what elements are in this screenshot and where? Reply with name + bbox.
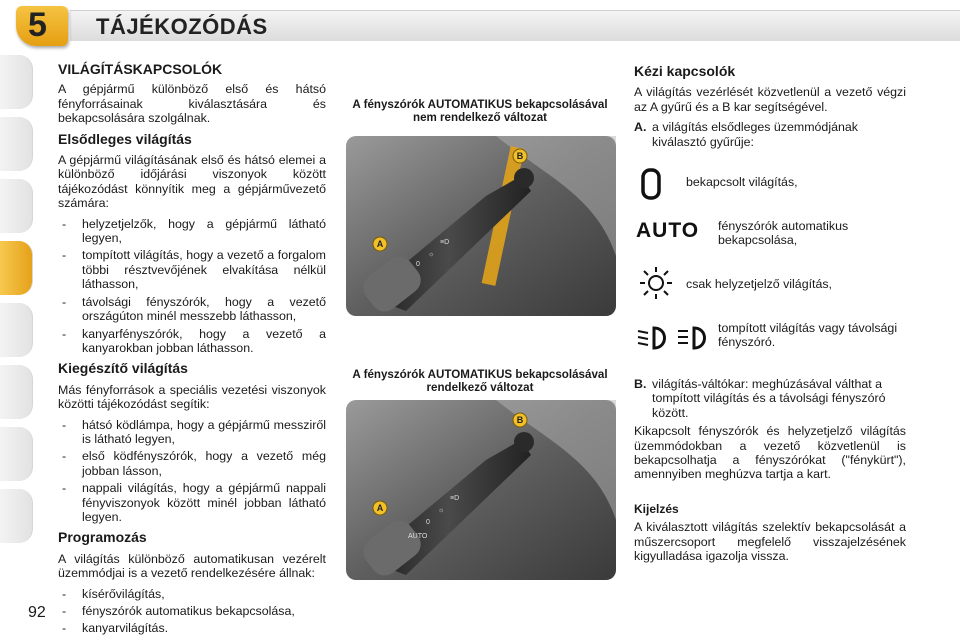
mode-row-beam (634, 321, 906, 373)
item-a-text: a világítás elsődleges üzemmódjának kiválasztó gyűrűje: (652, 120, 858, 149)
primary-lighting-text: A gépjármű világításának első és hátsó elemei a különböző időjárási viszonyok között tájékozódást könnyítik meg a gépjárművezető számára: (58, 153, 326, 211)
light-switch-illustration-1 (346, 136, 616, 316)
chapter-tab[interactable] (0, 55, 33, 109)
secondary-lighting-text: Más fényforrások a speciális vezetési viszonyok közötti tájékozódást segítik: (58, 382, 326, 412)
chapter-number: 5 (28, 6, 47, 44)
chapter-tab[interactable] (0, 365, 33, 419)
list-item: - első ködfényszórók, hogy a vezető még jobban lásson, (58, 449, 326, 478)
intro-text: A gépjármű különböző első és hátsó fényforrásainak kiválasztására és bekapcsolására szolgálnak. (58, 82, 326, 126)
list-item: - fényszórók automatikus bekapcsolása, (58, 604, 326, 618)
svg-text:0: 0 (426, 519, 430, 526)
list-item: - kanyarvilágítás. (58, 621, 326, 635)
svg-text:≡D: ≡D (440, 239, 450, 246)
chapter-tab[interactable] (0, 303, 33, 357)
chapter-tab[interactable] (0, 489, 33, 543)
item-b-text: világítás-váltókar: meghúzásával válthat a tompított világítás és a távolsági fényszóró között. (652, 377, 886, 420)
callout-a-2: A (376, 503, 384, 513)
primary-lighting-title: Elsődleges világítás (58, 130, 192, 147)
chapter-title: TÁJÉKOZÓDÁS (96, 14, 268, 39)
parking-light-icon (636, 265, 676, 301)
section-title: VILÁGÍTÁSKAPCSOLÓK (58, 61, 223, 77)
mode-beam-text: tompított világítás vagy távolsági fényszóró. (718, 321, 898, 350)
mode-off-text: bekapcsolt világítás, (686, 175, 798, 190)
page-number: 92 (28, 604, 46, 621)
list-item: - kanyarfényszórók, hogy a vezető a kanyarokban jobban láthasson. (58, 327, 326, 356)
flash-text: Kikapcsolt fényszórók és helyzetjelző világítás üzemmódokban a vezető közvetlenül is bekapcsolhatja a fényszórókat ("fénykürt"), amennyiben meghúzva tartja a kart. (634, 424, 906, 482)
chapter-tab[interactable] (0, 117, 33, 171)
callout-a-1: A (376, 239, 384, 249)
manual-controls-title: Kézi kapcsolók (634, 63, 736, 79)
svg-text:☼: ☼ (428, 251, 435, 258)
page-header (0, 0, 960, 48)
right-column (634, 60, 906, 570)
signal-text: A kiválasztott világítás szelektív bekapcsolását a műszercsoport megfelelő visszajelzésének kigyulladása igazolja vissza. (634, 520, 906, 564)
mode-row-parking (634, 265, 906, 321)
mode-row-auto (634, 219, 906, 265)
list-item: - hátsó ködlámpa, hogy a gépjármű messziről is látható legyen, (58, 418, 326, 447)
list-item: - kísérővilágítás, (58, 587, 326, 601)
svg-text:≡D: ≡D (450, 495, 460, 502)
programming-list (58, 587, 326, 636)
signal-title: Kijelzés (634, 501, 679, 516)
figure-caption-2: A fényszórók AUTOMATIKUS bekapcsolásával rendelkező változat (352, 368, 608, 394)
svg-text:☼: ☼ (438, 507, 445, 514)
manual-controls-intro: A világítás vezérlését közvetlenül a vezető végzi az A gyűrű és a B kar segítségével. (634, 85, 906, 114)
chapter-tab-active[interactable] (0, 241, 33, 295)
item-a-label: A. (634, 120, 647, 135)
figure-caption-1: A fényszórók AUTOMATIKUS bekapcsolásával nem rendelkező változat (352, 98, 608, 124)
light-switch-figure-2 (346, 400, 616, 580)
primary-lighting-list (58, 217, 326, 356)
figures-column (342, 98, 618, 580)
zero-position-icon (636, 167, 666, 201)
item-b (634, 377, 906, 420)
secondary-lighting-title: Kiegészítő világítás (58, 360, 188, 377)
item-b-label: B. (634, 377, 647, 392)
list-item: - távolsági fényszórók, hogy a vezető országúton minél messzebb láthasson, (58, 295, 326, 324)
chapter-tab[interactable] (0, 427, 33, 481)
item-a (634, 120, 906, 149)
mode-parking-text: csak helyzetjelző világítás, (686, 277, 833, 292)
light-switch-illustration-2 (346, 400, 616, 580)
list-item: - nappali világítás, hogy a gépjármű nappali fényviszonyok között minél jobban látható legyen. (58, 481, 326, 524)
programming-text: A világítás különböző automatikusan vezérelt üzemmódjai is a vezető rendelkezésére állnak: (58, 551, 326, 581)
auto-mode-icon: AUTO (636, 219, 700, 243)
list-item: - helyzetjelzők, hogy a gépjármű látható legyen, (58, 217, 326, 246)
chapter-tab[interactable] (0, 179, 33, 233)
list-item: - tompított világítás, hogy a vezető a forgalom többi résztvevőjének elvakítása nélkül láthasson, (58, 248, 326, 291)
secondary-lighting-list (58, 418, 326, 525)
headlight-beam-icon (636, 323, 716, 353)
callout-b-1: B (516, 151, 524, 161)
callout-b-2: B (516, 415, 524, 425)
svg-text:0: 0 (416, 261, 420, 268)
programming-title: Programozás (58, 529, 147, 546)
left-column (58, 60, 326, 642)
mode-auto-text: fényszórók automatikus bekapcsolása, (718, 219, 849, 248)
switch-auto-label: AUTO (408, 533, 428, 540)
light-switch-figure-1 (346, 136, 616, 316)
mode-row-off (634, 167, 906, 215)
